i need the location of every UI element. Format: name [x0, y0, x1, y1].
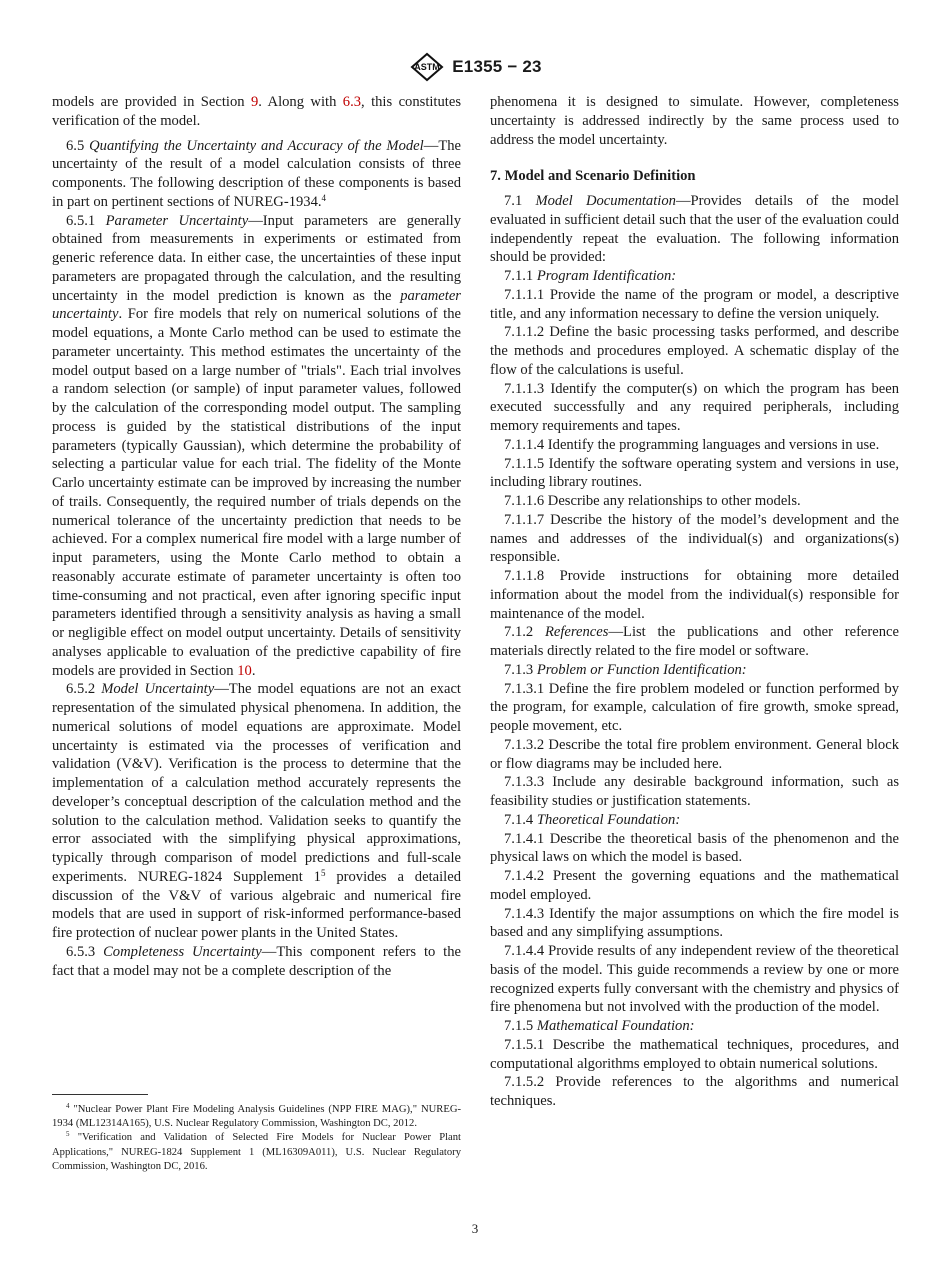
- footnote-divider: [52, 1094, 148, 1095]
- section-7-1-3-3: 7.1.3.3 Include any desirable background information, such as feasibility studies or justification statements.: [490, 774, 899, 809]
- page-header: [0, 52, 950, 82]
- section-7-heading: 7. Model and Scenario Definition: [490, 168, 696, 185]
- section-6-5-3: 6.5.3 Completeness Uncertainty—This component refers to the fact that a model may not be a complete description of the: [52, 943, 461, 979]
- footnotes: [52, 1103, 461, 1174]
- section-7-1-3-1: 7.1.3.1 Define the fire problem modeled or function performed by the program, for example, calculation of fire growth, smoke spread, people movement, etc.: [490, 680, 899, 734]
- section-6-5-1: 6.5.1 Parameter Uncertainty—Input parameters are generally obtained from measurements in experiments or estimated from generic reference data. In either case, the uncertainties of these input parameters are propagated through the calculation, and the resulting uncertainty in the model prediction is known as the parameter uncertainty. For fire models that rely on numerical solutions of the model equations, a Monte Carlo method can be used to estimate the parameter uncertainty. This method estimates the uncertainty of the model output based on a large number of "trials". Each trial involves a random selection (or sample) of input parameter values, followed by the calculation of the corresponding model output. The sampling process is guided by the statistical distributions of the input parameters (typically Gaussian), which determine the probability of selecting a particular value for each trial. The fidelity of the Monte Carlo uncertainty estimate can be improved by increasing the number of trails. Consequently, the required number of trials depends on the numerical tolerance of the uncertainty prediction that needs to be achieved. For a complex numerical fire model with a large number of input parameters, using the Monte Carlo method to obtain a reasonably accurate estimate of parameter uncertainty is often too time-consuming and not practical, even after ignoring specific input parameters identified through a sensitivity analysis as having a small or negligible effect on model output uncertainty. Details of sensitivity analyses applicable to evaluation of the predictive capability of fire models are provided in Section 10.: [52, 212, 461, 679]
- section-7-1-4-1: 7.1.4.1 Describe the theoretical basis of the phenomenon and the physical laws on which the model is based.: [490, 830, 899, 866]
- section-7-1-1-7: 7.1.1.7 Describe the history of the model’s development and the names and addresses of the individual(s) and organizations(s) responsible.: [490, 511, 899, 566]
- footnote-5: $^5$ "Verification and Validation of Selected Fire Models for Nuclear Power Plant Applications," NUREG-1824 Supplement 1 (ML16309A011), U.S. Nuclear Regulatory Commission, Washington DC, 2016.: [52, 1130, 461, 1172]
- footnote-ref-5[interactable]: 5: [320, 867, 326, 878]
- section-7-1-1: 7.1.1 Program Identification:: [504, 268, 677, 284]
- section-7-1-3-2: 7.1.3.2 Describe the total fire problem environment. General block or flow diagrams may be included here.: [490, 736, 899, 772]
- section-7-1-1-2: 7.1.1.2 Define the basic processing tasks performed, and describe the methods and procedures employed. A schematic display of the flow of the calculations is useful.: [490, 324, 899, 378]
- section-7-1-1-3: 7.1.1.3 Identify the computer(s) on which the program has been executed successfully and any required peripherals, including memory requirements and tapes.: [490, 380, 899, 434]
- section-7-1-4-3: 7.1.4.3 Identify the major assumptions on which the fire model is based and any simplifying assumptions.: [490, 905, 899, 941]
- section-link-10[interactable]: 10: [237, 662, 252, 679]
- footnote-ref-4[interactable]: 4: [321, 192, 327, 203]
- section-7-1: 7.1 Model Documentation—Provides details of the model evaluated in sufficient detail such that the user of the evaluation could independently repeat the evaluation. The following information should be provided:: [490, 193, 900, 266]
- section-7-1-1-5: 7.1.1.5 Identify the software operating system and versions in use, including library routines.: [490, 455, 899, 491]
- section-link-6-3[interactable]: 6.3: [342, 94, 362, 110]
- svg-text:ASTM: ASTM: [414, 62, 441, 72]
- right-column: [490, 93, 899, 1111]
- astm-logo: [408, 52, 446, 82]
- left-column: [52, 93, 461, 980]
- paragraph-verification: models are provided in Section 9. Along with 6.3, this constitutes verification of the model.: [52, 94, 461, 129]
- section-7-1-5-1: 7.1.5.1 Describe the mathematical techniques, procedures, and computational algorithms employed to obtain numerical solutions.: [490, 1036, 899, 1072]
- footnote-4: $^4$ "Nuclear Power Plant Fire Modeling Analysis Guidelines (NPP FIRE MAG)," NUREG-1934 (ML12314A165), U.S. Nuclear Regulatory Commission, Washington DC, 2012.: [52, 1102, 461, 1130]
- section-7-1-1-4: 7.1.1.4 Identify the programming languages and versions in use.: [504, 436, 880, 453]
- section-7-1-1-8: 7.1.1.8 Provide instructions for obtaining more detailed information about the model from the individual(s) responsible for maintenance of the model.: [490, 568, 899, 622]
- section-7-1-4-2: 7.1.4.2 Present the governing equations and the mathematical model employed.: [490, 868, 899, 903]
- section-7-1-4: 7.1.4 Theoretical Foundation:: [504, 811, 681, 828]
- section-7-1-5-2: 7.1.5.2 Provide references to the algorithms and numerical techniques.: [490, 1074, 899, 1109]
- document-designation: E1355 − 23: [452, 57, 542, 76]
- page-number: 3: [471, 1221, 479, 1236]
- section-7-1-5: 7.1.5 Mathematical Foundation:: [504, 1018, 695, 1034]
- section-7-1-2: 7.1.2 References—List the publications and other reference materials directly related to the fire model or software.: [490, 624, 899, 659]
- section-6-5: 6.5 Quantifying the Uncertainty and Accuracy of the Model—The uncertainty of the result of a model calculation consists of three components. The following description of these components is based in part on pertinent sections of NUREG-1934.$^4$: [52, 137, 462, 210]
- section-7-1-1-1: 7.1.1.1 Provide the name of the program or model, a descriptive title, and any information necessary to define the version uniquely.: [490, 286, 899, 322]
- section-link-9[interactable]: 9: [251, 94, 259, 110]
- section-6-5-2: 6.5.2 Model Uncertainty—The model equations are not an exact representation of the simulated physical phenomena. In addition, the numerical solutions of model equations are approximate. Model uncertainty is estimated via the processes of verification and validation (V&V). Verification is the process to determine that the implementation of a calculation method accurately represents the developer’s conceptual description of the calculation method and the solution to the calculation method. Validation seeks to quantify the error associated with the simplifying physical approximations, typically through comparison of model predictions and full-scale experiments. NUREG-1824 Supplement $1^5$ provides a detailed discussion of the V&V of various algebraic and numerical fire models that are used in support of risk-informed performance-based fire protection of nuclear power plants in the United States.: [52, 681, 461, 941]
- section-7-1-1-6: 7.1.1.6 Describe any relationships to other models.: [504, 493, 801, 509]
- section-7-1-3: 7.1.3 Problem or Function Identification:: [504, 661, 747, 678]
- paragraph-continued: phenomena it is designed to simulate. However, completeness uncertainty is addressed indirectly by the same process used to address the model uncertainty.: [490, 94, 899, 148]
- section-6-5-title: Quantifying the Uncertainty and Accuracy of the Model: [89, 137, 424, 154]
- section-7-1-4-4: 7.1.4.4 Provide results of any independent review of the theoretical basis of the model. This guide recommends a review by one or more recognized experts fully conversant with the chemistry and physics of fire phenomena but not involved with the production of the model.: [490, 943, 899, 1016]
